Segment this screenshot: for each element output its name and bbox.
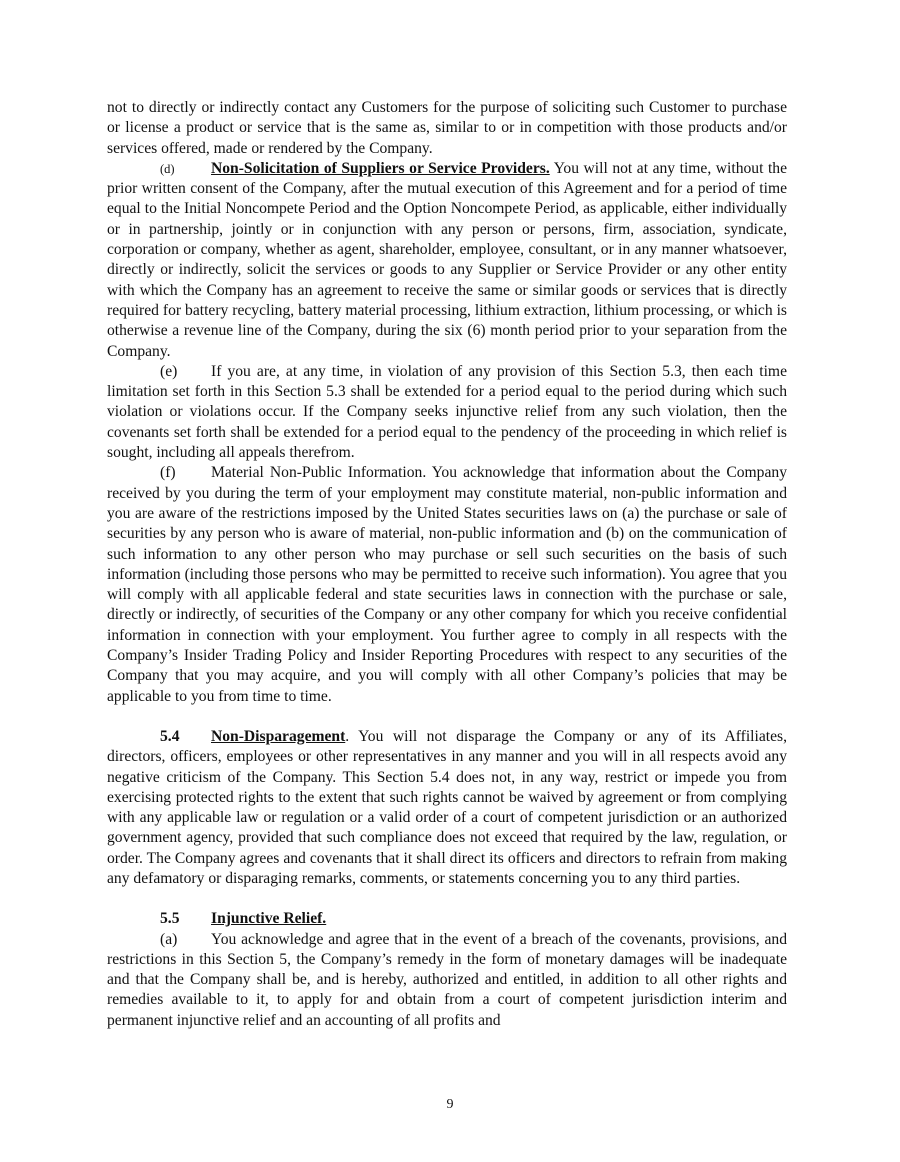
paragraph-f (107, 463, 787, 707)
section-5-5-heading: Injunctive Relief. (211, 910, 327, 928)
paragraph-d (107, 159, 787, 362)
paragraph-d-label: (d) (160, 161, 175, 176)
paragraph-e-label: (e) (160, 362, 178, 380)
page-number: 9 (446, 1097, 454, 1112)
paragraph-5-5-a (107, 930, 787, 1031)
paragraph-continuation: not to directly or indirectly contact any Customers for the purpose of soliciting such Customer to purchase or license a product or service that is the same as, similar to or in competition with those products and/or services offered, made or rendered by the Company. (107, 99, 787, 157)
paragraph-5-5-a-text: You acknowledge and agree that in the event of a breach of the covenants, provisions, and restrictions in this Section 5, the Company’s remedy in the form of monetary damages will be inadequate and that the Company shall be, and is hereby, authorized and entitled, in addition to all other rights and remedies available to it, to apply for and obtain from a court of competent jurisdiction interim and permanent injunctive relief and an accounting of all profits and (107, 930, 787, 1029)
spacer (107, 889, 787, 909)
paragraph-d-heading: Non-Solicitation of Suppliers or Service Providers. (211, 159, 550, 177)
document-page (107, 98, 787, 1031)
paragraph-e (107, 362, 787, 463)
section-5-4-number: 5.4 (160, 727, 180, 745)
section-5-4-text: . You will not disparage the Company or any of its Affiliates, directors, officers, employees or other representatives in any manner and you will in all respects avoid any negative criticism of the Company. This Section 5.4 does not, in any way, restrict or impede you from exercising protected rights to the extent that such rights cannot be waived by agreement or from complying with any applicable law or regulation or a valid order of a court of competent jurisdiction or an authorized government agency, provided that such compliance does not exceed that required by the law, regulation, or order. The Company agrees and covenants that it shall direct its officers and directors to refrain from making any defamatory or disparaging remarks, comments, or statements concerning you to any third parties. (107, 727, 787, 887)
section-5-5-number: 5.5 (160, 910, 180, 928)
paragraph-f-label: (f) (160, 464, 176, 482)
section-5-5 (107, 909, 787, 929)
section-5-4-heading: Non-Disparagement (211, 727, 346, 745)
paragraph-e-text: If you are, at any time, in violation of any provision of this Section 5.3, then each time limitation set forth in this Section 5.3 shall be extended for a period equal to the period during which such violation or violations occur. If the Company seeks injunctive relief from any such violation, then the covenants set forth shall be extended for a period equal to the pendency of the proceeding in which relief is sought, including all appeals therefrom. (107, 362, 787, 462)
paragraph-d-text: You will not at any time, without the prior written consent of the Company, after the mutual execution of this Agreement and for a period of time equal to the Initial Noncompete Period and the Option Noncompete Period, as applicable, either individually or in partnership, jointly or in conjunction with any person or persons, firm, association, syndicate, corporation or company, whether as agent, shareholder, employee, consultant, or in any manner whatsoever, directly or indirectly, solicit the services or goods to any Supplier or Service Provider or any other entity with which the Company has an agreement to receive the same or similar goods or services that is directly required for battery recycling, battery material processing, lithium extraction, lithium processing, or which is otherwise a revenue line of the Company, during the six (6) month period prior to your separation from the Company. (107, 159, 787, 360)
paragraph-5-5-a-label: (a) (160, 930, 178, 948)
spacer (107, 707, 787, 727)
section-5-4 (107, 727, 787, 889)
paragraph-f-text: Material Non-Public Information. You acknowledge that information about the Company received by you during the term of your employment may constitute material, non-public information and you are aware of the restrictions imposed by the United States securities laws on (a) the purchase or sale of securities by any person who is aware of material, non-public information and (b) on the communication of such information to any other person who may purchase or sell such securities on the basis of such information (including those persons who may be permitted to receive such information). You agree that you will comply with all applicable federal and state securities laws in connection with the purchase or sale, directly or indirectly, of securities of the Company or any other company for which you receive confidential information in connection with your employment. You further agree to comply in all respects with the Company’s Insider Trading Policy and Insider Reporting Procedures with respect to any securities of the Company that you may acquire, and you will comply with all other Company’s policies that may be applicable to you from time to time. (107, 464, 787, 705)
